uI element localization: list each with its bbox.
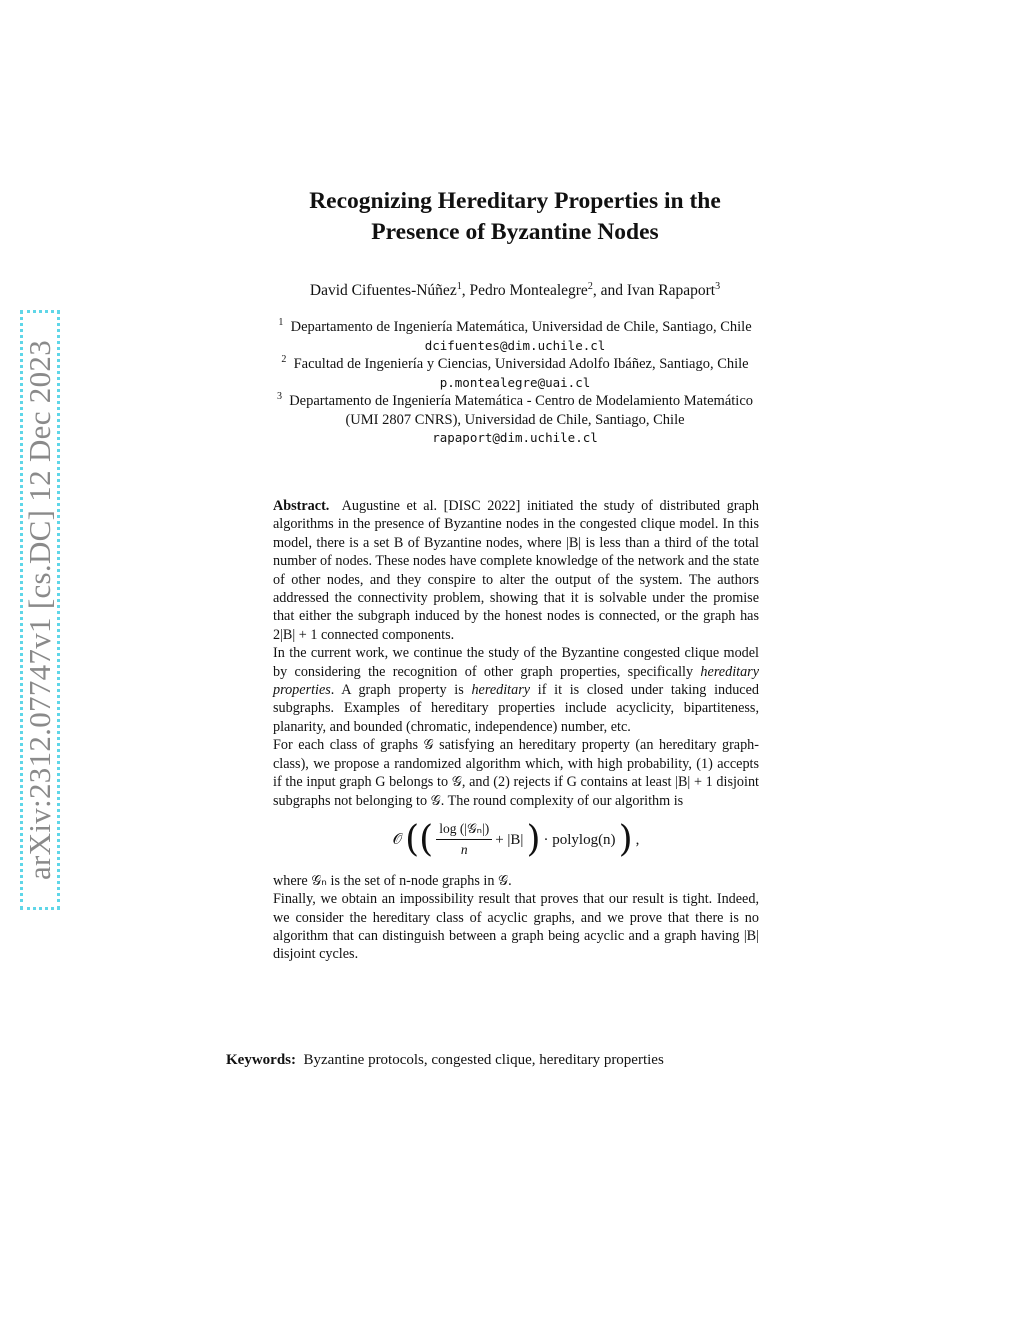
paper-title bbox=[180, 186, 850, 248]
formula-numerator: log (|𝒢ₙ|) bbox=[436, 820, 492, 840]
formula-plus-b: + |B| bbox=[495, 831, 524, 848]
arxiv-identifier: arXiv:2312.07747v1 [cs.DC] 12 Dec 2023 bbox=[22, 339, 58, 881]
abstract-paragraph-1: Abstract. Augustine et al. [DISC 2022] initiated the study of distributed graph algorithms in the presence of Byzantine nodes in the congested clique model. In this model, there is a set B of Byzantine nodes, where |B| is less than a third of the total number of nodes. These nodes have complete knowledge of the network and the state of other nodes, and they conspire to alter the output of the system. The authors addressed the connectivity problem, showing that it is solvable under the promise that either the subgraph induced by the honest nodes is connected, or the graph has 2|B| + 1 connected components. bbox=[273, 498, 759, 643]
author-name: Ivan Rapaport bbox=[626, 282, 716, 299]
complexity-formula: 𝒪 (( $\frac{\text{log (|𝒢ₙ|)}}{n}$ + |B| ) · polylog(n) ) , bbox=[392, 818, 640, 860]
keywords-label: Keywords: bbox=[226, 1052, 296, 1068]
formula-fraction bbox=[436, 820, 492, 860]
abstract-paragraph-2: In the current work, we continue the study of the Byzantine congested clique model by considering the recognition of other graph properties, specifically hereditary properties. A graph property is hereditary if it is closed under taking induced subgraphs. Examples of hereditary properties include acyclicity, bipartiteness, planarity, and bounded (chromatic, independence) number, etc. bbox=[273, 645, 759, 735]
author-name: Pedro Montealegre bbox=[469, 282, 588, 299]
title-line-2: Presence of Byzantine Nodes bbox=[371, 219, 659, 245]
keywords bbox=[226, 1052, 786, 1069]
author-name: David Cifuentes-Núñez bbox=[309, 282, 457, 299]
abstract-paragraph-4: where 𝒢ₙ is the set of n-node graphs in 𝒢. bbox=[273, 872, 512, 889]
formula-denominator: n bbox=[460, 842, 468, 858]
author-list: David Cifuentes-Núñez$^1$, Pedro Montealegre$^2$, and Ivan Rapaport$^3$ bbox=[309, 280, 721, 299]
email-3[interactable]: rapaport@dim.uchile.cl bbox=[432, 430, 598, 445]
abstract-paragraph-3: For each class of graphs 𝒢 satisfying an hereditary property (an hereditary graph-class), we propose a randomized algorithm which, with high probability, (1) accepts if the input graph G belongs to 𝒢, and (2) rejects if G contains at least |B| + 1 disjoint subgraphs not belonging to 𝒢. The round complexity of our algorithm is bbox=[273, 737, 759, 809]
affiliation-1: $^1$ Departamento de Ingeniería Matemática, Universidad de Chile, Santiago, Chile bbox=[278, 317, 752, 335]
affiliation-3-line-2: (UMI 2807 CNRS), Universidad de Chile, Santiago, Chile bbox=[345, 411, 685, 428]
author-mark: 1 bbox=[456, 280, 462, 292]
email-2[interactable]: p.montealegre@uai.cl bbox=[439, 374, 591, 390]
keywords-text: Byzantine protocols, congested clique, hereditary properties bbox=[303, 1052, 664, 1068]
formula-big-o: 𝒪 bbox=[392, 831, 403, 848]
abstract bbox=[273, 497, 759, 964]
affiliation-3: $^3$ Departamento de Ingeniería Matemática - Centro de Modelamiento Matemático bbox=[276, 391, 754, 409]
email-1[interactable]: dcifuentes@dim.uchile.cl bbox=[424, 337, 606, 353]
abstract-paragraph-5: Finally, we obtain an impossibility result that proves that our result is tight. Indeed, we consider the hereditary class of acyclic graphs, and we prove that there is no algorithm that can distinguish between a graph being acyclic and a graph having |B| disjoint cycles. bbox=[273, 891, 759, 963]
author-mark: 3 bbox=[715, 280, 721, 292]
formula-polylog: · polylog(n) bbox=[543, 831, 616, 848]
title-line-1: Recognizing Hereditary Properties in the bbox=[309, 188, 721, 214]
author-mark: 2 bbox=[587, 280, 593, 292]
arxiv-sidebar-stamp bbox=[20, 310, 60, 910]
affiliation-2: $^2$ Facultad de Ingeniería y Ciencias, Universidad Adolfo Ibáñez, Santiago, Chile bbox=[281, 354, 749, 372]
affiliations bbox=[180, 318, 850, 448]
abstract-label: Abstract. bbox=[273, 498, 330, 514]
